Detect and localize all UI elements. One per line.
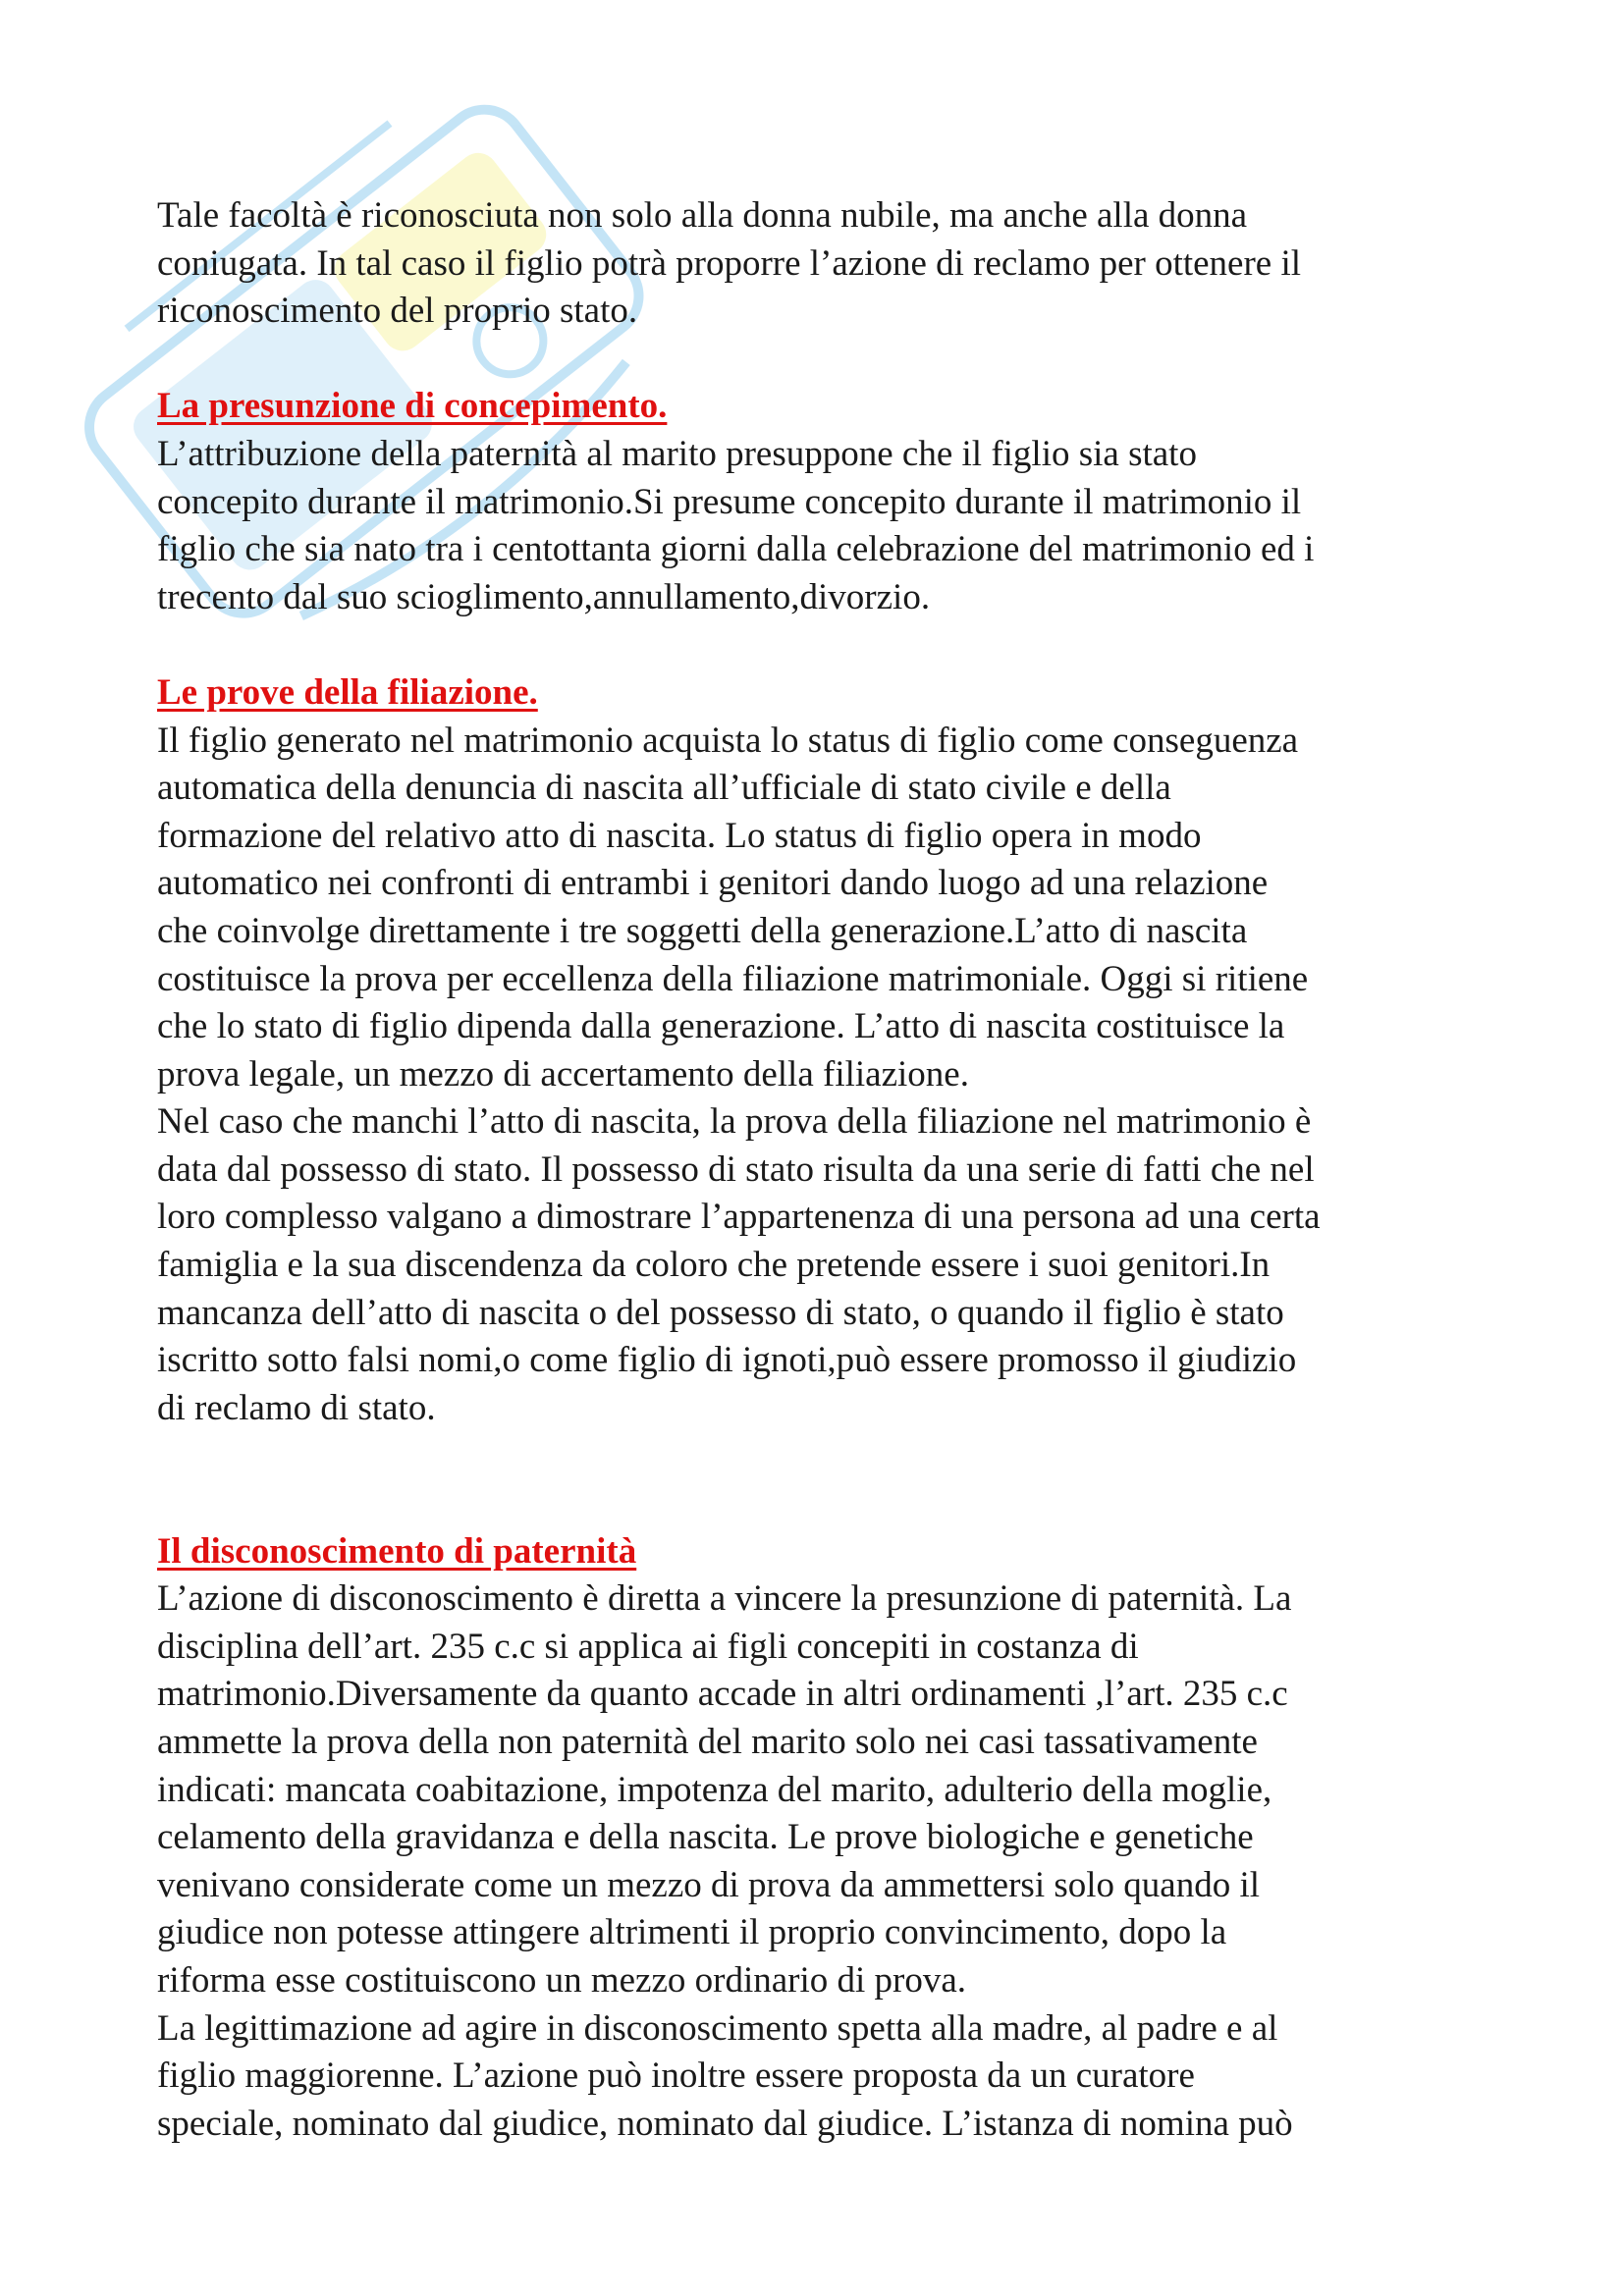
paragraph-intro: Tale facoltà è riconosciuta non solo alla donna nubile, ma anche alla donna coniugata. In tal caso il figlio potrà proporre l’azione di reclamo per ottenere il riconoscimento del proprio stato. — [157, 195, 1302, 332]
paragraph-prove-2: Nel caso che manchi l’atto di nascita, la prova della filiazione nel matrimonio è data dal possesso di stato. Il possesso di stato risulta da una serie di fatti che nel loro complesso valgano a dimostrare l’appartenenza di una persona ad una certa famiglia e la sua discendenza da coloro che pretende essere i suoi genitori.In mancanza dell’atto di nascita o del possesso di stato, o quando il figlio è stato iscritto sotto falsi nomi,o come figlio di ignoti,può essere promosso il giudizio di reclamo di stato. — [157, 1101, 1321, 1428]
spacer — [157, 1432, 1492, 1527]
paragraph-prove-1: Il figlio generato nel matrimonio acquista lo status di figlio come conseguenza automatica della denuncia di nascita all’ufficiale di stato civile e della formazione del relativo atto di nascita. Lo status di figlio opera in modo automatico nei confronti di entrambi i genitori dando luogo ad una relazione che coinvolge direttamente i tre soggetti della generazione.L’atto di nascita costituisce la prova per eccellenza della filiazione matrimoniale. Oggi si ritiene che lo stato di figlio dipenda dalla generazione. L’atto di nascita costituisce la prova legale, un mezzo di accertamento della filiazione. — [157, 720, 1309, 1095]
spacer — [157, 621, 1492, 669]
heading-presunzione-concepimento: La presunzione di concepimento. — [157, 386, 668, 427]
document-page — [157, 192, 1492, 2148]
paragraph-disconoscimento-2: La legittimazione ad agire in disconoscimento spetta alla madre, al padre e al figlio maggiorenne. L’azione può inoltre essere proposta da un curatore speciale, nominato dal giudice, nominato dal giudice. L’istanza di nomina può — [157, 2007, 1293, 2144]
paragraph-concepimento: L’attribuzione della paternità al marito presuppone che il figlio sia stato concepito durante il matrimonio.Si presume concepito durante il matrimonio il figlio che sia nato tra i centottanta giorni dalla celebrazione del matrimonio ed i trecento dal suo scioglimento,annullamento,divorzio. — [157, 433, 1315, 617]
heading-disconoscimento-paternita: Il disconoscimento di paternità — [157, 1530, 637, 1572]
spacer — [157, 336, 1492, 384]
paragraph-disconoscimento-1: L’azione di disconoscimento è diretta a vincere la presunzione di paternità. La disciplina dell’art. 235 c.c si applica ai figli concepiti in costanza di matrimonio.Diversamente da quanto accade in altri ordinamenti ,l’art. 235 c.c ammette la prova della non paternità del marito solo nei casi tassativamente indicati: mancata coabitazione, impotenza del marito, adulterio della moglie, celamento della gravidanza e della nascita. Le prove biologiche e genetiche venivano considerate come un mezzo di prova da ammettersi solo quando il giudice non potesse attingere altrimenti il proprio convincimento, dopo la riforma esse costituiscono un mezzo ordinario di prova. — [157, 1578, 1292, 2001]
heading-prove-filiazione: Le prove della filiazione. — [157, 671, 538, 713]
